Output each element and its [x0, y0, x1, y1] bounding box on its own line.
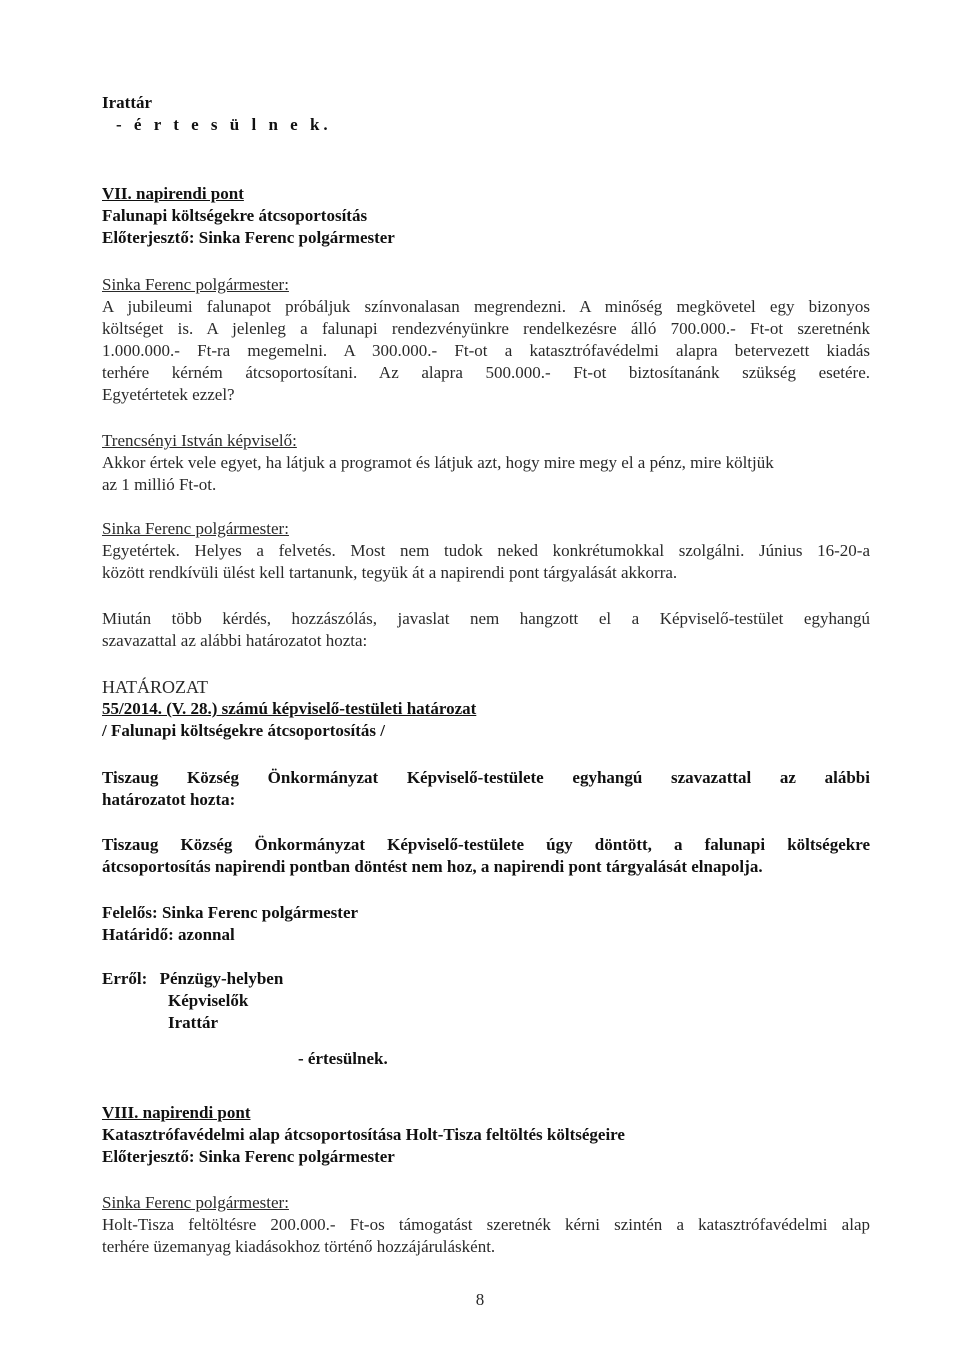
agenda-7-header	[102, 183, 870, 249]
resolution-deadline: Határidő: azonnal	[102, 925, 235, 944]
agenda-8-speech-block	[102, 1192, 870, 1258]
page-number: 8	[475, 1290, 485, 1309]
resolution-intro	[102, 767, 870, 811]
agenda-7-heading: VII. napirendi pont	[102, 184, 244, 203]
resolution-responsible: Felelős: Sinka Ferenc polgármester	[102, 903, 359, 922]
speech-line: Egyetértek. Helyes a felvetés. Most nem tudok neked konkrétumokkal szolgálni. Június 16-20-a	[102, 541, 870, 560]
resolution-label: HATÁROZAT	[102, 677, 208, 697]
agenda-8-presenter: Előterjesztő: Sinka Ferenc polgármester	[102, 1147, 395, 1166]
notify-row-first	[102, 968, 870, 990]
resolution-decision-line: átcsoportosítás napirendi pontban döntést nem hoz, a napirendi pont tárgyalását elnapolja.	[102, 857, 763, 876]
top-line-notified: - é r t e s ü l n e k.	[116, 115, 332, 134]
speech-block-3	[102, 518, 870, 584]
speaker-name-1: Sinka Ferenc polgármester:	[102, 275, 289, 294]
resolution-number: 55/2014. (V. 28.) számú képviselő-testületi határozat	[102, 699, 477, 718]
summary-line: Miután több kérdés, hozzászólás, javaslat nem hangzott el a Képviselő-testület egyhangú	[102, 609, 870, 628]
speech-line: az 1 millió Ft-ot.	[102, 475, 217, 494]
top-notification	[102, 92, 870, 136]
summary-line: szavazattal az alábbi határozatot hozta:	[102, 631, 368, 650]
resolution-responsible-block	[102, 902, 870, 946]
agenda-8-title: Katasztrófavédelmi alap átcsoportosítása Holt-Tisza feltöltés költségeire	[102, 1125, 625, 1144]
speech-line: Egyetértetek ezzel?	[102, 385, 235, 404]
speech-line: költséget is. A jelenleg a falunapi rendezvényünkre rendelkezésre álló 700.000.- Ft-ot szeretnénk	[102, 319, 870, 338]
speech-line: 1.000.000.- Ft-ra megemelni. A 300.000.- Ft-ot a katasztrófavédelmi alapra betervezett kiadás	[102, 341, 870, 360]
speech-block-1	[102, 274, 870, 406]
resolution-intro-line: határozatot hozta:	[102, 790, 236, 809]
agenda-8-header	[102, 1102, 870, 1168]
speech-line: Holt-Tisza feltöltésre 200.000.- Ft-os támogatást szeretnék kérni szintén a katasztrófavédelmi alap	[102, 1215, 870, 1234]
vote-summary	[102, 608, 870, 652]
speech-block-2	[102, 430, 870, 496]
resolution-decision	[102, 834, 870, 878]
resolution-notify-block	[102, 968, 870, 1070]
notify-item: Képviselők	[168, 991, 249, 1010]
speech-line: között rendkívüli ülést kell tartanunk, tegyük át a napirendi pont tárgyalását akkorra.	[102, 563, 678, 582]
notify-end: - értesülnek.	[298, 1049, 388, 1068]
notify-label: Erről:	[102, 969, 148, 988]
resolution-subject: / Falunapi költségekre átcsoportosítás /	[102, 721, 386, 740]
speech-line: Akkor értek vele egyet, ha látjuk a programot és látjuk azt, hogy mire megy el a pénz, mire költjük	[102, 453, 774, 472]
speech-line: A jubileumi falunapot próbáljuk színvonalasan megrendezni. A minőség megkövetel egy bizonyos	[102, 297, 870, 316]
resolution-intro-line: Tiszaug Község Önkormányzat Képviselő-testülete egyhangú szavazattal az alábbi	[102, 768, 870, 787]
speech-line: terhére üzemanyag kiadásokhoz történő hozzájárulásként.	[102, 1237, 496, 1256]
speaker-name-3: Sinka Ferenc polgármester:	[102, 519, 289, 538]
agenda-8-speaker: Sinka Ferenc polgármester:	[102, 1193, 289, 1212]
speaker-name-2: Trencsényi István képviselő:	[102, 431, 297, 450]
agenda-8-heading: VIII. napirendi pont	[102, 1103, 251, 1122]
top-line-archive: Irattár	[102, 93, 153, 112]
agenda-7-presenter: Előterjesztő: Sinka Ferenc polgármester	[102, 228, 395, 247]
notify-item: Irattár	[168, 1013, 219, 1032]
resolution-decision-line: Tiszaug Község Önkormányzat Képviselő-testülete úgy döntött, a falunapi költségekre	[102, 835, 870, 854]
resolution-header	[102, 676, 870, 742]
notify-item: Pénzügy-helyben	[159, 969, 284, 988]
speech-line: terhére kérném átcsoportosítani. Az alapra 500.000.- Ft-ot biztosítanánk szükség esetére.	[102, 363, 870, 382]
agenda-7-title: Falunapi költségekre átcsoportosítás	[102, 206, 368, 225]
